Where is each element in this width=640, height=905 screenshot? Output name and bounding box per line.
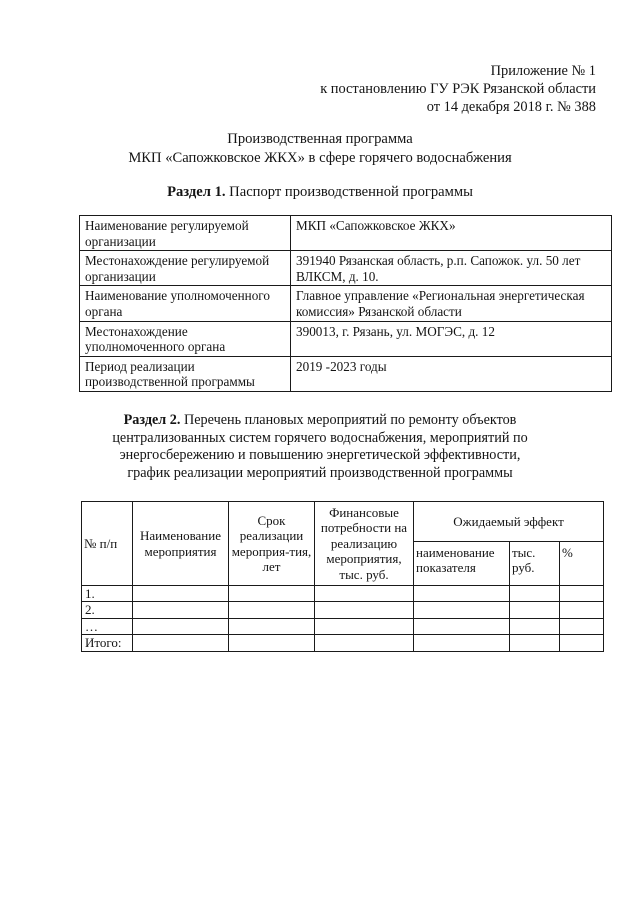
section2-title-line4: график реализации мероприятий производственной программы	[127, 464, 513, 481]
passport-cell-value: 2019 -2023 годы	[291, 356, 612, 391]
passport-cell-value: МКП «Сапожковское ЖКХ»	[291, 216, 612, 251]
table-row	[82, 602, 604, 618]
passport-row	[80, 286, 612, 321]
passport-cell-name: Наименование регулируемой организации	[80, 216, 291, 251]
section1-label: Раздел 1.	[167, 184, 226, 200]
row-total-label: Итого:	[82, 635, 133, 651]
header-indicator: наименование показателя	[414, 542, 510, 586]
appendix-decree: к постановлению ГУ РЭК Рязанской области	[320, 81, 596, 97]
section1-title: Паспорт производственной программы	[225, 184, 473, 200]
passport-row	[80, 216, 612, 251]
passport-table	[79, 215, 612, 392]
appendix-date: от 14 декабря 2018 г. № 388	[426, 99, 596, 115]
header-percent: %	[560, 542, 604, 586]
section2-title-line3: энергосбережению и повышению энергетической эффективности,	[119, 447, 521, 463]
section1-heading	[0, 183, 640, 202]
table-row	[82, 618, 604, 634]
passport-cell-value: Главное управление «Региональная энергетическая комиссия» Рязанской области	[291, 286, 612, 321]
appendix-header	[320, 62, 596, 116]
header-name: Наименование мероприятия	[133, 502, 229, 586]
section2-label: Раздел 2.	[123, 412, 181, 428]
passport-row	[80, 321, 612, 356]
header-finance: Финансовые потребности на реализацию мероприятия, тыс. руб.	[315, 502, 414, 586]
passport-row	[80, 251, 612, 286]
header-effect: Ожидаемый эффект	[414, 502, 604, 542]
program-title-line1: Производственная программа	[227, 131, 413, 147]
section2-heading	[0, 412, 640, 482]
section2-title-line1: Перечень плановых мероприятий по ремонту объектов	[180, 412, 517, 428]
row-num: 1.	[82, 586, 133, 602]
measures-table	[81, 501, 604, 652]
program-title	[0, 130, 640, 168]
passport-cell-name: Наименование уполномоченного органа	[80, 286, 291, 321]
header-thousand: тыс. руб.	[510, 542, 560, 586]
header-term: Срок реализации мероприя-тия, лет	[229, 502, 315, 586]
passport-cell-name: Период реализации производственной программы	[80, 356, 291, 391]
passport-cell-name: Местонахождение уполномоченного органа	[80, 321, 291, 356]
measures-header-row	[82, 502, 604, 542]
passport-cell-name: Местонахождение регулируемой организации	[80, 251, 291, 286]
passport-cell-value: 391940 Рязанская область, р.п. Сапожок. ул. 50 лет ВЛКСМ, д. 10.	[291, 251, 612, 286]
row-num: …	[82, 618, 133, 634]
section2-title-line2: централизованных систем горячего водоснабжения, мероприятий по	[112, 429, 528, 446]
appendix-number: Приложение № 1	[490, 63, 596, 79]
row-num: 2.	[82, 602, 133, 618]
header-num: № п/п	[82, 502, 133, 586]
program-title-line2: МКП «Сапожковское ЖКХ» в сфере горячего водоснабжения	[128, 150, 512, 166]
passport-row	[80, 356, 612, 391]
table-row	[82, 586, 604, 602]
table-row-total	[82, 635, 604, 651]
passport-cell-value: 390013, г. Рязань, ул. МОГЭС, д. 12	[291, 321, 612, 356]
